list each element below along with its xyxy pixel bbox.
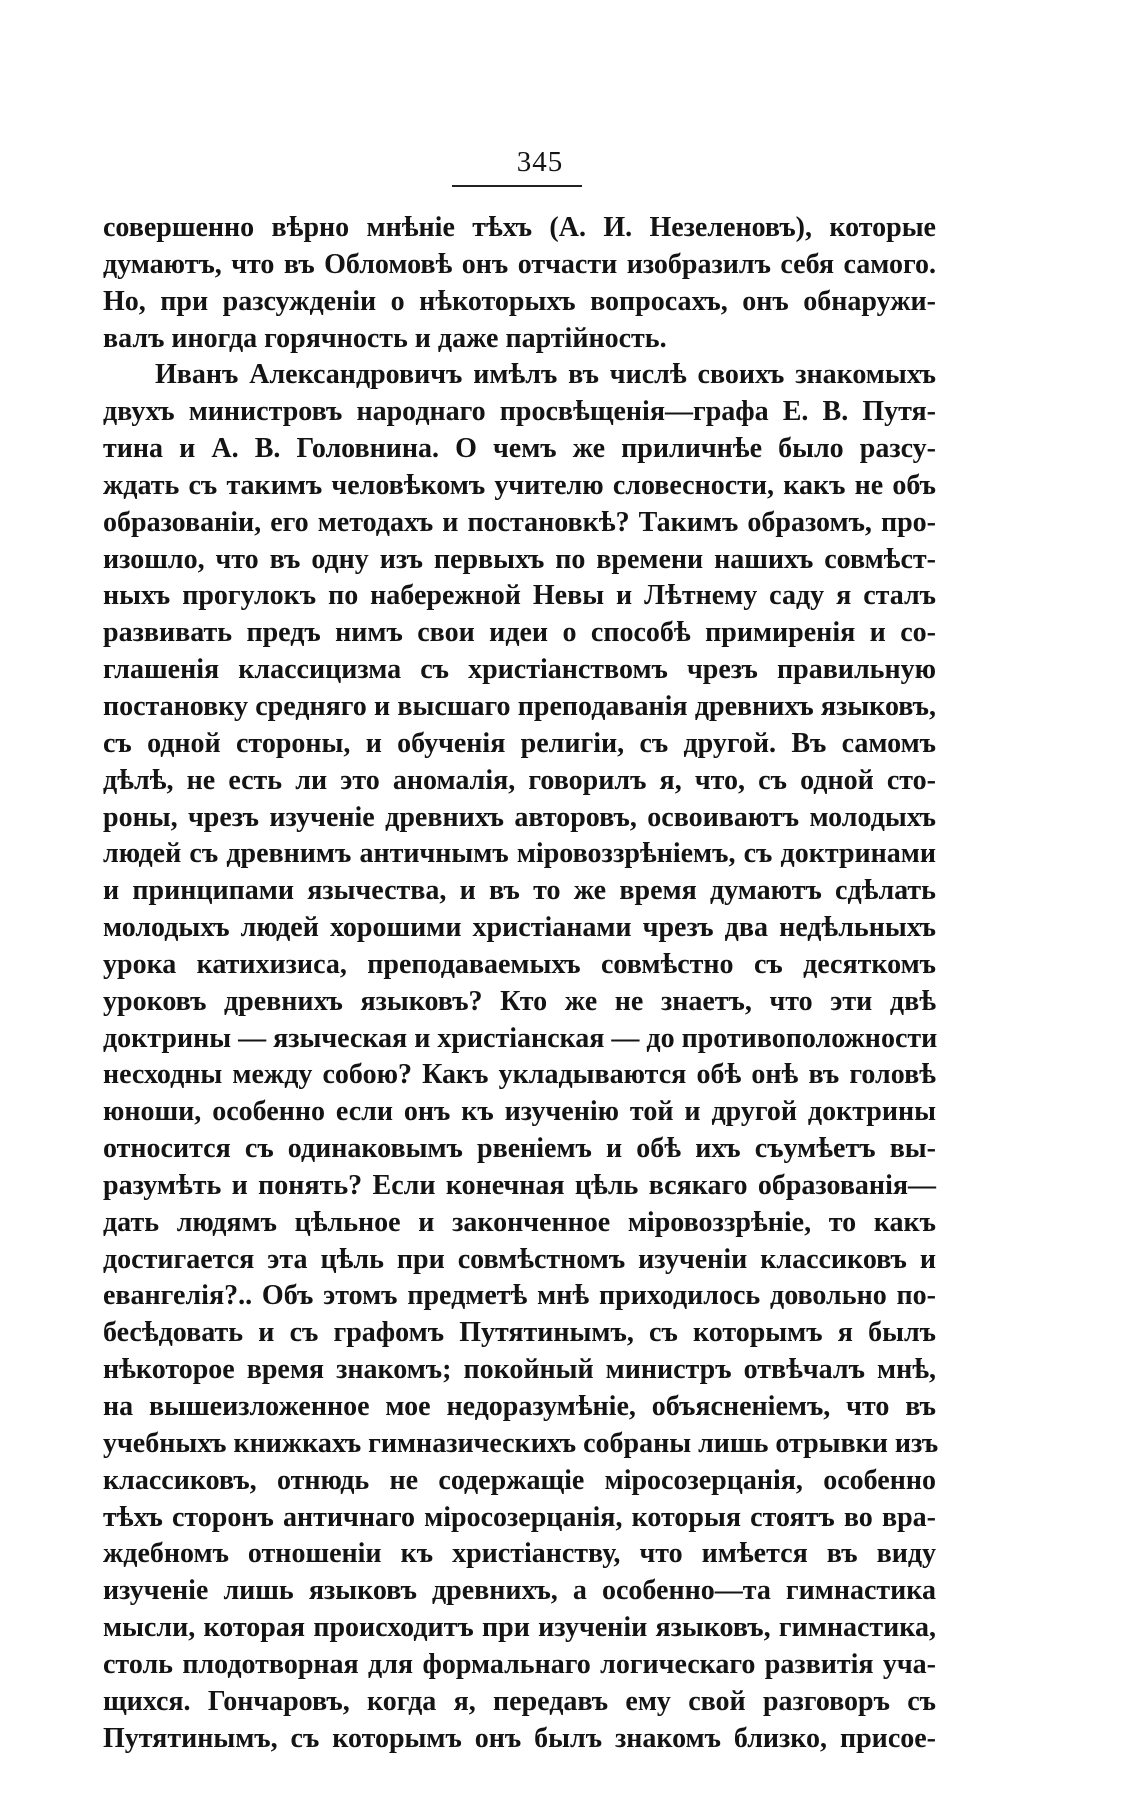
text-line: бесѣдовать и съ графомъ Путятинымъ, съ которымъ я былъ bbox=[103, 1317, 936, 1349]
text-line: изученіе лишь языковъ древнихъ, а особенно—та гимнастика bbox=[103, 1575, 936, 1607]
text-line: достигается эта цѣль при совмѣстномъ изученіи классиковъ и bbox=[103, 1243, 936, 1275]
text-line: урока катихизиса, преподаваемыхъ совмѣстно съ десяткомъ bbox=[103, 948, 936, 980]
text-line: Путятинымъ, съ которымъ онъ былъ знакомъ близко, присое- bbox=[103, 1722, 936, 1754]
text-line: дать людямъ цѣльное и законченное міровоззрѣніе, то какъ bbox=[103, 1206, 936, 1238]
text-line: столь плодотворная для формальнаго логическаго развитія уча- bbox=[103, 1648, 936, 1680]
text-line: дѣлѣ, не есть ли это аномалія, говорилъ я, что, съ одной сто- bbox=[103, 764, 936, 796]
text-line: классиковъ, отнюдь не содержащіе міросозерцанія, особенно bbox=[103, 1464, 936, 1496]
text-line: образованіи, его методахъ и постановкѣ? Такимъ образомъ, про- bbox=[103, 506, 936, 538]
text-line: разумѣть и понять? Если конечная цѣль всякаго образованія— bbox=[103, 1169, 936, 1201]
text-line: тина и А. В. Головнина. О чемъ же приличнѣе было разсу- bbox=[103, 433, 936, 465]
text-line: мысли, которая происходитъ при изученіи языковъ, гимнастика, bbox=[103, 1612, 936, 1644]
text-line: нѣкоторое время знакомъ; покойный министръ отвѣчалъ мнѣ, bbox=[103, 1354, 936, 1386]
text-line: ждебномъ отношеніи къ христіанству, что имѣется въ виду bbox=[103, 1538, 936, 1570]
text-line: Но, при разсужденіи о нѣкоторыхъ вопросахъ, онъ обнаружи- bbox=[103, 285, 936, 317]
text-line: учебныхъ книжкахъ гимназическихъ собраны лишь отрывки изъ bbox=[103, 1427, 939, 1459]
paragraph-start-line: Иванъ Александровичъ имѣлъ въ числѣ своихъ знакомыхъ bbox=[155, 359, 936, 391]
text-line: и принципами язычества, и въ то же время думаютъ сдѣлать bbox=[103, 875, 936, 907]
text-line: съ одной стороны, и обученія религіи, съ другой. Въ самомъ bbox=[103, 727, 936, 759]
text-line: ждать съ такимъ человѣкомъ учителю словесности, какъ не объ bbox=[103, 469, 936, 501]
text-line: евангелія?.. Объ этомъ предметѣ мнѣ приходилось довольно по- bbox=[103, 1280, 936, 1312]
text-line: относится съ одинаковымъ рвеніемъ и обѣ ихъ съумѣетъ вы- bbox=[103, 1133, 936, 1165]
page-number: 345 bbox=[516, 146, 564, 178]
text-line: людей съ древнимъ античнымъ міровоззрѣніемъ, съ доктринами bbox=[103, 838, 936, 870]
text-line: тѣхъ сторонъ античнаго міросозерцанія, которыя стоятъ во вра- bbox=[103, 1501, 936, 1533]
text-line: совершенно вѣрно мнѣніе тѣхъ (А. И. Незеленовъ), которые bbox=[103, 212, 936, 243]
text-line: доктрины — языческая и христіанская — до противоположности bbox=[103, 1022, 938, 1054]
text-line: несходны между собою? Какъ укладываются обѣ онѣ въ головѣ bbox=[103, 1059, 936, 1091]
text-line: постановку средняго и высшаго преподаванія древнихъ языковъ, bbox=[103, 690, 936, 722]
text-line: глашенія классицизма съ христіанствомъ чрезъ правильную bbox=[103, 654, 936, 686]
text-line: уроковъ древнихъ языковъ? Кто же не знаетъ, что эти двѣ bbox=[103, 985, 936, 1017]
text-line: ныхъ прогулокъ по набережной Невы и Лѣтнему саду я сталъ bbox=[103, 580, 936, 612]
text-line: юноши, особенно если онъ къ изученію той и другой доктрины bbox=[103, 1096, 936, 1128]
page-number-rule bbox=[452, 185, 582, 187]
text-line: роны, чрезъ изученіе древнихъ авторовъ, освоиваютъ молодыхъ bbox=[103, 801, 936, 833]
body-text bbox=[103, 210, 939, 1757]
text-line: щихся. Гончаровъ, когда я, передавъ ему свой разговоръ съ bbox=[103, 1685, 936, 1717]
text-line: думаютъ, что въ Обломовѣ онъ отчасти изобразилъ себя самого. bbox=[103, 248, 936, 280]
text-line: двухъ министровъ народнаго просвѣщенія—графа Е. В. Путя- bbox=[103, 396, 936, 428]
text-line: изошло, что въ одну изъ первыхъ по времени нашихъ совмѣст- bbox=[103, 543, 936, 575]
text-line: молодыхъ людей хорошими христіанами чрезъ два недѣльныхъ bbox=[103, 912, 936, 944]
paragraph-end-line: валъ иногда горячность и даже партійность. bbox=[103, 322, 667, 354]
text-line: развивать предъ нимъ свои идеи о способѣ примиренія и со- bbox=[103, 617, 936, 649]
text-line: на вышеизложенное мое недоразумѣніе, объясненіемъ, что въ bbox=[103, 1391, 936, 1422]
